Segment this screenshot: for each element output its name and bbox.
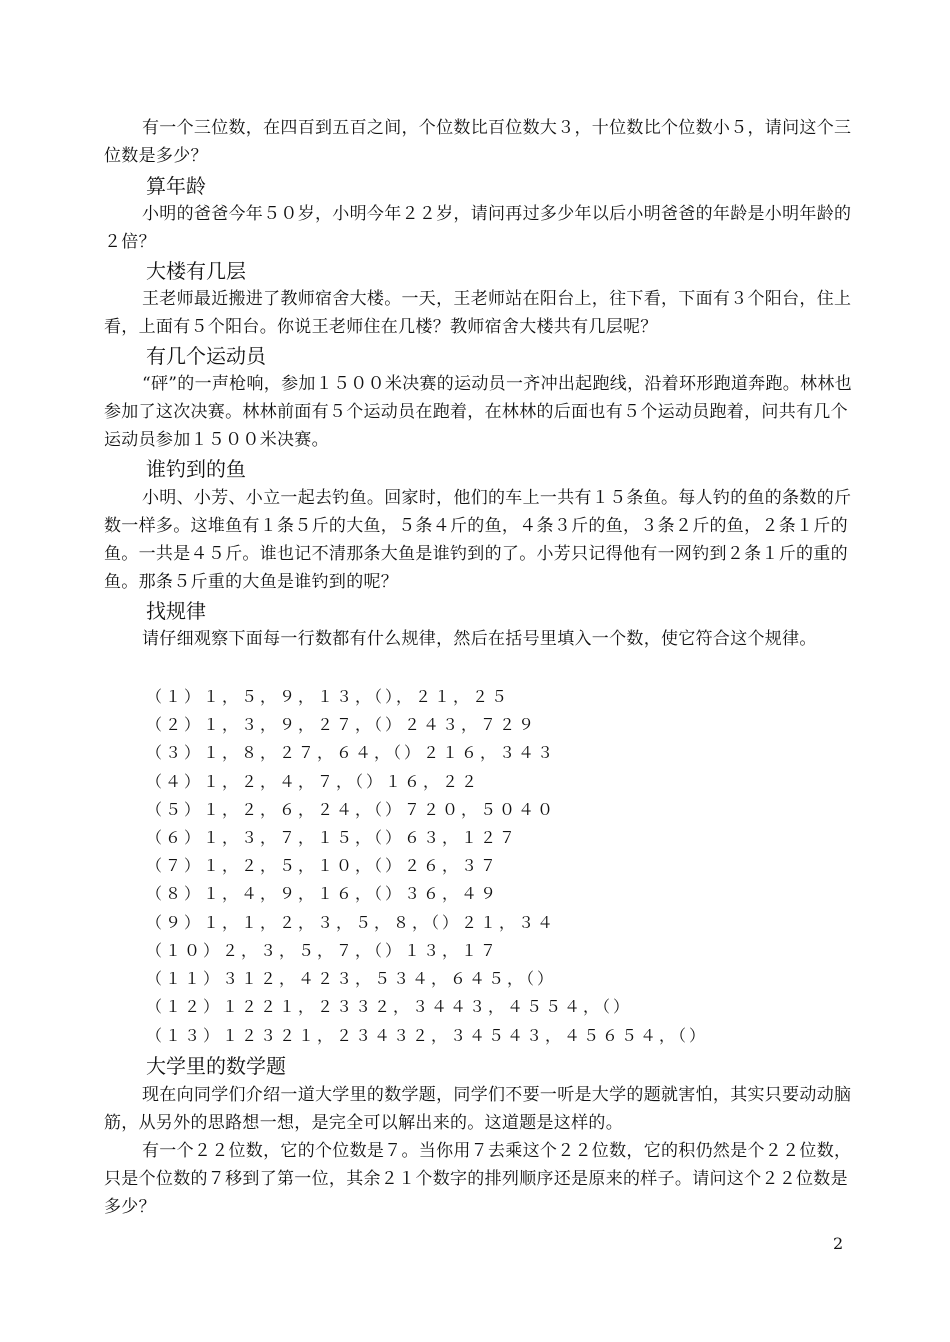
- intro-paragraph: 有一个三位数，在四百到五百之间，个位数比百位数大３，十位数比个位数小５，请问这个三位数是多少？: [104, 118, 852, 166]
- section-paragraph-age: 小明的爸爸今年５０岁，小明今年２２岁，请问再过多少年以后小明爸爸的年龄是小明年龄的２倍？: [104, 204, 852, 252]
- section-paragraph-building: 王老师最近搬进了教师宿舍大楼。一天，王老师站在阳台上，往下看，下面有３个阳台，住上看，上面有５个阳台。你说王老师住在几楼？教师宿舍大楼共有几层呢？: [104, 289, 852, 337]
- section-title-fish: 谁钓到的鱼: [146, 457, 246, 481]
- sequence-item: （３）１，８，２７，６４，（）２１６，３４３: [146, 743, 557, 762]
- sequence-item: （７）１，２，５，１０，（）２６，３７: [146, 856, 500, 875]
- sequence-item: （６）１，３，７，１５，（）６３，１２７: [146, 828, 519, 847]
- sequence-item: （１０）２，３，５，７，（）１３，１７: [146, 941, 500, 960]
- section-paragraph-athletes: “砰”的一声枪响，参加１５００米决赛的运动员一齐冲出起跑线，沿着环形跑道奔跑。林林也参加了这次决赛。林林前面有５个运动员在跑着，在林林的后面也有５个运动员跑着，问共有几个运动员参加１５００米决赛。: [104, 374, 852, 450]
- section-title-age: 算年龄: [146, 174, 206, 198]
- sequence-item: （１３）１２３２１，２３４３２，３４５４３，４５６５４，（）: [146, 1026, 709, 1045]
- section-title-building: 大楼有几层: [146, 259, 246, 283]
- sequence-item: （５）１，２，６，２４，（）７２０，５０４０: [146, 800, 557, 819]
- section-title-athletes: 有几个运动员: [146, 344, 266, 368]
- page-number: 2: [833, 1234, 844, 1253]
- section-title-pattern: 找规律: [146, 599, 206, 623]
- section-title-university: 大学里的数学题: [146, 1054, 286, 1078]
- sequence-item: （１）１，５，９，１３，（），２１，２５: [146, 687, 511, 706]
- sequence-item: （９）１，１，２，３，５，８，（）２１，３４: [146, 913, 557, 932]
- section-paragraph-pattern: 请仔细观察下面每一行数都有什么规律，然后在括号里填入一个数，使它符合这个规律。: [142, 629, 817, 649]
- sequence-item: （８）１，４，９，１６，（）３６，４９: [146, 884, 500, 903]
- section-paragraph-fish: 小明、小芳、小立一起去钓鱼。回家时，他们的车上一共有１５条鱼。每人钓的鱼的条数的斤数一样多。这堆鱼有１条５斤的大鱼，５条４斤的鱼，４条３斤的鱼，３条２斤的鱼，２条１斤的鱼。一共是４５斤。谁也记不清那条大鱼是谁钓到的了。小芳只记得他有一网钓到２条１斤的重的鱼。那条５斤重的大鱼是谁钓到的呢？: [104, 488, 852, 592]
- section-paragraph-university-1: 现在向同学们介绍一道大学里的数学题，同学们不要一听是大学的题就害怕，其实只要动动脑筋，从另外的思路想一想，是完全可以解出来的。这道题是这样的。: [104, 1085, 852, 1133]
- section-paragraph-university-2: 有一个２２位数，它的个位数是７。当你用７去乘这个２２位数，它的积仍然是个２２位数，只是个位数的７移到了第一位，其余２１个数字的排列顺序还是原来的样子。请问这个２２位数是多少？: [104, 1141, 852, 1217]
- sequence-item: （１１）３１２，４２３，５３４，６４５，（）: [146, 969, 557, 988]
- sequence-item: （４）１，２，４，７，（）１６，２２: [146, 772, 481, 791]
- sequence-item: （１２）１２２１，２３３２，３４４３，４５５４，（）: [146, 997, 633, 1016]
- sequence-item: （２）１，３，９，２７，（）２４３，７２９: [146, 715, 538, 734]
